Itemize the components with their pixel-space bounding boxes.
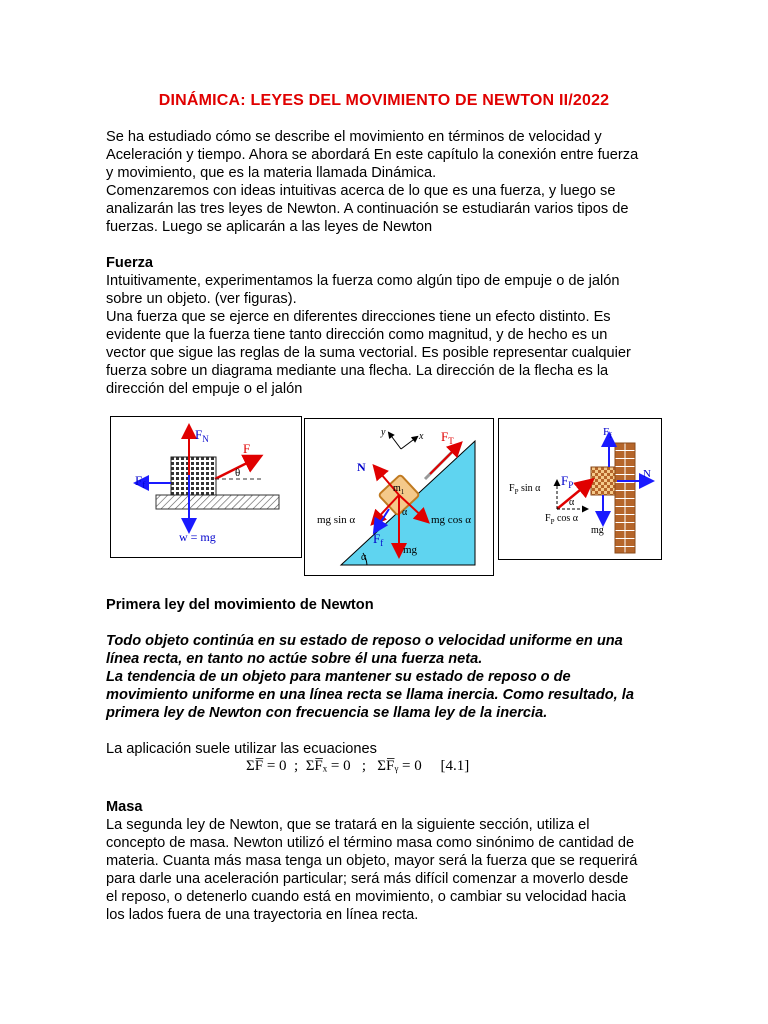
block: [171, 457, 216, 495]
fuerza-line: dirección del empuje o el jalón: [106, 381, 303, 397]
fpsin-label: $F_P$ sin α: [509, 483, 541, 496]
fuerza-section: [106, 254, 666, 398]
intro-line: Se ha estudiado cómo se describe el movimiento en términos de velocidad y: [106, 129, 602, 145]
primera-law-line: Todo objeto continúa en su estado de reposo o velocidad uniforme en una: [106, 633, 623, 649]
f-label: F: [243, 441, 251, 456]
alpha-base-label: α: [361, 552, 367, 563]
equation-4-1: ΣF̅ = 0 ; ΣF̅ₓ = 0 ; ΣF̅ᵧ = 0 [4.1]: [246, 758, 470, 774]
masa-heading: Masa: [106, 799, 143, 815]
ff-label: $F_f$: [135, 473, 146, 490]
masa-line: los lados fuera de una trayectoria en línea recta.: [106, 907, 419, 923]
fp-label: $F_P$: [561, 473, 574, 490]
primera-law-line: movimiento uniforme en una línea recta se llama inercia. Como resultado, la: [106, 687, 634, 703]
alpha-block-label: α: [402, 507, 408, 518]
primera-heading: Primera ley del movimiento de Newton: [106, 597, 374, 613]
page-title: DINÁMICA: LEYES DEL MOVIMIENTO DE NEWTON II/2022: [158, 92, 610, 109]
x-axis-label: x: [419, 431, 424, 442]
masa-line: para darle una aceleración particular; será más difícil comenzar a moverlo desde: [106, 871, 629, 887]
fuerza-line: evidente que la fuerza tiene tanto dirección como magnitud, y de hecho es un: [106, 327, 608, 343]
n-wall-label: N: [643, 468, 651, 480]
y-axis-label: y: [381, 427, 386, 438]
mg-incline-label: mg: [403, 544, 418, 556]
intro-line: fuerzas. Luego se aplicarán a las leyes de Newton: [106, 219, 433, 235]
theta-label: θ: [235, 467, 241, 479]
aplicacion-line: La aplicación suele utilizar las ecuaciones: [106, 741, 377, 757]
primera-law-line: línea recta, en tanto no actúe sobre él una fuerza neta.: [106, 651, 483, 667]
fuerza-line: fuerza sobre un diagrama mediante una flecha. La dirección de la flecha es la: [106, 363, 609, 379]
fuerza-line: vector que sigue las reglas de la suma vectorial. Es posible representar cualquier: [106, 345, 631, 361]
mgsin-label: mg sin α: [317, 514, 356, 526]
primera-law-line: La tendencia de un objeto para mantener su estado de reposo o de: [106, 669, 571, 685]
mg-wall-label: mg: [591, 525, 604, 536]
weight-label: w = mg: [179, 530, 216, 544]
ft-label: $F_T$: [441, 429, 454, 446]
intro-line: Comenzaremos con ideas intuitivas acerca de lo que es una fuerza, y luego se: [106, 183, 616, 199]
primera-law-line: primera ley de Newton con frecuencia se llama ley de la inercia.: [106, 705, 548, 721]
figure-incline: [304, 418, 494, 576]
fuerza-line: Intuitivamente, experimentamos la fuerza como algún tipo de empuje o de jalón: [106, 273, 620, 289]
wall: [615, 443, 635, 553]
intro-paragraph: [106, 128, 666, 236]
masa-line: La segunda ley de Newton, que se tratará en la siguiente sección, utiliza el: [106, 817, 590, 833]
figure-block-surface: [110, 416, 302, 558]
fuerza-line: sobre un objeto. (ver figuras).: [106, 291, 297, 307]
figure-wall: [498, 418, 662, 560]
intro-line: y movimiento, que es la materia llamada Dinámica.: [106, 165, 437, 181]
fuerza-heading: Fuerza: [106, 255, 154, 271]
masa-line: el reposo, o detenerlo cuando está en movimiento, o cambiar su velocidad hacia: [106, 889, 627, 905]
alpha-wall-label: α: [569, 497, 575, 508]
intro-line: analizarán las tres leyes de Newton. A continuación se estudiarán varios tipos de: [106, 201, 629, 217]
intro-line: Aceleración y tiempo. Ahora se abordará En este capítulo la conexión entre fuerza: [106, 147, 639, 163]
masa-line: concepto de masa. Newton utilizó el término masa como sinónimo de cantidad de: [106, 835, 635, 851]
n-label: N: [357, 460, 366, 474]
fuerza-line: Una fuerza que se ejerce en diferentes direcciones tiene un efecto distinto. Es: [106, 309, 611, 325]
fn-label: $F_N$: [195, 427, 209, 444]
ground-surface: [156, 495, 279, 509]
masa-section: [106, 798, 666, 924]
primera-section: [106, 596, 666, 758]
ff-wall-label: $F_f$: [603, 426, 612, 440]
wall-block: [591, 467, 615, 495]
mgcos-label: mg cos α: [431, 514, 471, 526]
fpcos-label: $F_P$ cos α: [545, 513, 579, 526]
masa-line: materia. Cuanta más masa tenga un objeto, mayor será la fuerza que se requerirá: [106, 853, 638, 869]
mass-label: $m_1$: [393, 483, 405, 496]
ff-incline-label: $F_f$: [373, 531, 384, 548]
